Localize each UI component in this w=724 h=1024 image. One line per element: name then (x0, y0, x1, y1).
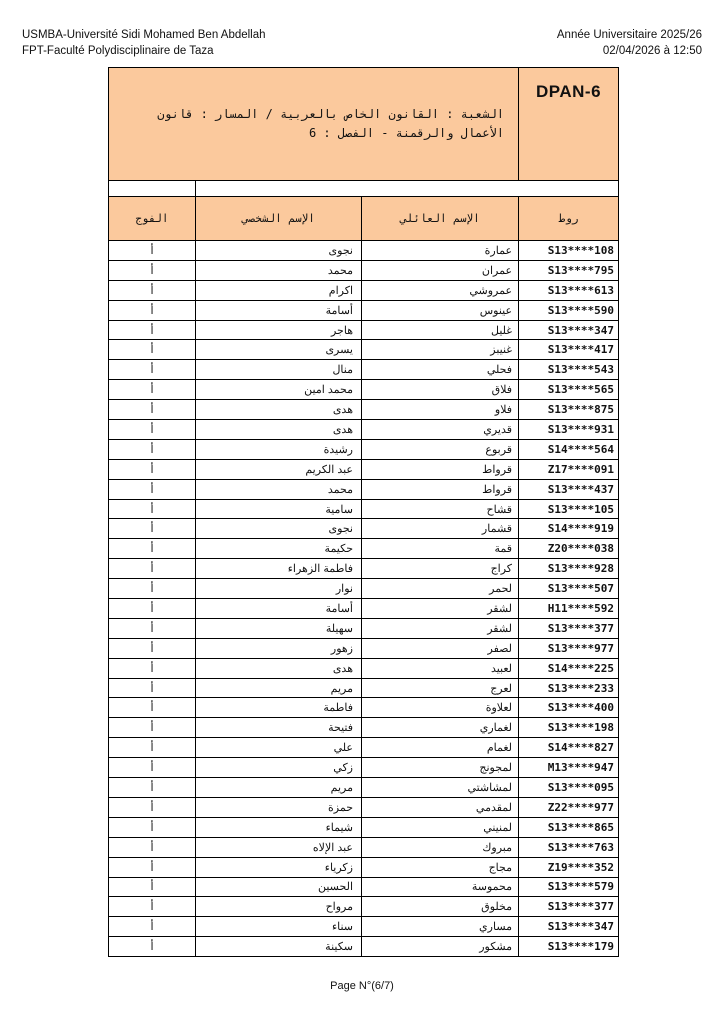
group-cell: أ (109, 499, 196, 519)
table-spacer-row (109, 181, 619, 197)
group-cell: أ (109, 599, 196, 619)
group-cell: أ (109, 797, 196, 817)
group-cell: أ (109, 817, 196, 837)
student-id-cell: Z17****091 (519, 459, 619, 479)
table-row (109, 738, 619, 758)
group-cell: أ (109, 758, 196, 778)
table-row (109, 658, 619, 678)
last-name-cell: قربوع (362, 439, 519, 459)
spacer-cell (109, 181, 196, 197)
student-id-cell: Z22****977 (519, 797, 619, 817)
first-name-cell: محمد امين (196, 380, 362, 400)
first-name-cell: منال (196, 360, 362, 380)
last-name-cell: مجاج (362, 857, 519, 877)
table-row (109, 380, 619, 400)
group-cell: أ (109, 519, 196, 539)
last-name-cell: قشاح (362, 499, 519, 519)
first-name-cell: زهور (196, 638, 362, 658)
last-name-cell: لشقر (362, 618, 519, 638)
table-row (109, 360, 619, 380)
last-name-cell: مشكور (362, 937, 519, 957)
table-row (109, 459, 619, 479)
student-id-cell: S13****347 (519, 320, 619, 340)
last-name-cell: لعرج (362, 678, 519, 698)
table-row (109, 897, 619, 917)
student-id-cell: S13****579 (519, 877, 619, 897)
first-name-cell: مرواح (196, 897, 362, 917)
group-cell: أ (109, 479, 196, 499)
table-row (109, 877, 619, 897)
first-name-cell: سهيلة (196, 618, 362, 638)
academic-year: Année Universitaire 2025/26 (556, 29, 702, 41)
program-title-line-2: الأعمال والرقمنة - الفصل : 6 (308, 126, 505, 140)
first-name-cell: نجوى (196, 241, 362, 261)
table-row (109, 638, 619, 658)
table-row (109, 817, 619, 837)
group-cell: أ (109, 340, 196, 360)
last-name-cell: فحلي (362, 360, 519, 380)
last-name-cell: لمقدمي (362, 797, 519, 817)
last-name-cell: مخلوق (362, 897, 519, 917)
table-row (109, 499, 619, 519)
table-title-row (109, 68, 619, 181)
student-id-cell: S13****437 (519, 479, 619, 499)
first-name-cell: هدى (196, 400, 362, 420)
first-name-cell: يسرى (196, 340, 362, 360)
last-name-cell: كراج (362, 559, 519, 579)
group-cell: أ (109, 897, 196, 917)
last-name-cell: لغمام (362, 738, 519, 758)
table-row (109, 698, 619, 718)
first-name-cell: سامية (196, 499, 362, 519)
last-name-cell: قشمار (362, 519, 519, 539)
student-id-cell: S14****827 (519, 738, 619, 758)
first-name-cell: علي (196, 738, 362, 758)
module-code-cell (519, 68, 619, 181)
table-row (109, 917, 619, 937)
last-name-cell: عمارة (362, 241, 519, 261)
student-id-cell: S13****108 (519, 241, 619, 261)
table-row (109, 420, 619, 440)
last-name-cell: عمران (362, 260, 519, 280)
student-list-table (108, 67, 619, 957)
student-id-cell: H11****592 (519, 599, 619, 619)
group-cell: أ (109, 857, 196, 877)
group-cell: أ (109, 837, 196, 857)
first-name-cell: نوار (196, 579, 362, 599)
student-id-cell: S13****931 (519, 420, 619, 440)
table-row (109, 857, 619, 877)
faculty-name: FPT-Faculté Polydisciplinaire de Taza (22, 45, 214, 57)
page-header-right (557, 27, 702, 59)
group-cell: أ (109, 260, 196, 280)
table-row (109, 559, 619, 579)
first-name-cell: نجوى (196, 519, 362, 539)
last-name-cell: قديري (362, 420, 519, 440)
table-row (109, 539, 619, 559)
student-id-cell: S13****198 (519, 718, 619, 738)
table-row (109, 340, 619, 360)
first-name-cell: هدى (196, 658, 362, 678)
student-id-cell: M13****947 (519, 758, 619, 778)
column-header-id: روط (519, 197, 619, 241)
table-row (109, 241, 619, 261)
print-datetime: 02/04/2026 à 12:50 (602, 45, 702, 57)
student-id-cell: S13****795 (519, 260, 619, 280)
group-cell: أ (109, 658, 196, 678)
first-name-cell: الحسين (196, 877, 362, 897)
first-name-cell: سناء (196, 917, 362, 937)
first-name-cell: مريم (196, 678, 362, 698)
group-cell: أ (109, 360, 196, 380)
last-name-cell: قرواط (362, 459, 519, 479)
group-cell: أ (109, 718, 196, 738)
table-row (109, 937, 619, 957)
last-name-cell: محموسة (362, 877, 519, 897)
group-cell: أ (109, 678, 196, 698)
student-id-cell: S14****225 (519, 658, 619, 678)
student-id-cell: S13****590 (519, 300, 619, 320)
group-cell: أ (109, 579, 196, 599)
student-id-cell: S13****865 (519, 817, 619, 837)
table-row (109, 579, 619, 599)
last-name-cell: لشقر (362, 599, 519, 619)
student-id-cell: S13****613 (519, 280, 619, 300)
first-name-cell: رشيدة (196, 439, 362, 459)
student-id-cell: S13****763 (519, 837, 619, 857)
first-name-cell: محمد (196, 479, 362, 499)
first-name-cell: زكي (196, 758, 362, 778)
table-row (109, 439, 619, 459)
group-cell: أ (109, 400, 196, 420)
last-name-cell: لغماري (362, 718, 519, 738)
first-name-cell: فاطمة الزهراء (196, 559, 362, 579)
last-name-cell: مبروك (362, 837, 519, 857)
group-cell: أ (109, 459, 196, 479)
last-name-cell: لصفر (362, 638, 519, 658)
student-id-cell: Z20****038 (519, 539, 619, 559)
first-name-cell: فتيحة (196, 718, 362, 738)
group-cell: أ (109, 638, 196, 658)
column-header-group: الفوج (109, 197, 196, 241)
last-name-cell: لمنيني (362, 817, 519, 837)
group-cell: أ (109, 320, 196, 340)
table-row (109, 758, 619, 778)
university-name: USMBA-Université Sidi Mohamed Ben Abdellah (22, 29, 266, 41)
module-code: DPAN-6 (536, 82, 602, 101)
group-cell: أ (109, 300, 196, 320)
first-name-cell: محمد (196, 260, 362, 280)
last-name-cell: لمشاشتي (362, 778, 519, 798)
table-row (109, 300, 619, 320)
program-title-line-1: الشعبة : القانون الخاص بالعربية / المسار : قانون (157, 107, 505, 121)
first-name-cell: فاطمة (196, 698, 362, 718)
table-row (109, 320, 619, 340)
last-name-cell: عمروشي (362, 280, 519, 300)
table-row (109, 400, 619, 420)
first-name-cell: عبد الكريم (196, 459, 362, 479)
group-cell: أ (109, 917, 196, 937)
group-cell: أ (109, 937, 196, 957)
first-name-cell: شيماء (196, 817, 362, 837)
table-row (109, 260, 619, 280)
table-row (109, 599, 619, 619)
group-cell: أ (109, 420, 196, 440)
last-name-cell: مساري (362, 917, 519, 937)
table-row (109, 718, 619, 738)
first-name-cell: عبد الإلاه (196, 837, 362, 857)
group-cell: أ (109, 280, 196, 300)
student-id-cell: S13****179 (519, 937, 619, 957)
group-cell: أ (109, 877, 196, 897)
student-id-cell: S14****564 (519, 439, 619, 459)
student-id-cell: S13****400 (519, 698, 619, 718)
student-id-cell: Z19****352 (519, 857, 619, 877)
group-cell: أ (109, 738, 196, 758)
group-cell: أ (109, 241, 196, 261)
group-cell: أ (109, 539, 196, 559)
group-cell: أ (109, 698, 196, 718)
page-header-left (22, 27, 266, 59)
first-name-cell: مريم (196, 778, 362, 798)
first-name-cell: سكينة (196, 937, 362, 957)
page-number: Page N°(6/7) (330, 980, 394, 992)
student-id-cell: S13****977 (519, 638, 619, 658)
last-name-cell: لعلاوة (362, 698, 519, 718)
first-name-cell: هاجر (196, 320, 362, 340)
group-cell: أ (109, 439, 196, 459)
student-id-cell: S13****928 (519, 559, 619, 579)
last-name-cell: لعبيد (362, 658, 519, 678)
table-row (109, 479, 619, 499)
group-cell: أ (109, 559, 196, 579)
first-name-cell: زكرياء (196, 857, 362, 877)
last-name-cell: لمجونج (362, 758, 519, 778)
first-name-cell: هدى (196, 420, 362, 440)
last-name-cell: فلاق (362, 380, 519, 400)
table-row (109, 519, 619, 539)
table-row (109, 778, 619, 798)
last-name-cell: فلاو (362, 400, 519, 420)
student-id-cell: S13****377 (519, 618, 619, 638)
first-name-cell: أسامة (196, 599, 362, 619)
student-id-cell: S13****233 (519, 678, 619, 698)
student-id-cell: S14****919 (519, 519, 619, 539)
table-row (109, 280, 619, 300)
first-name-cell: حكيمة (196, 539, 362, 559)
student-id-cell: S13****507 (519, 579, 619, 599)
program-title-cell (109, 68, 519, 181)
student-id-cell: S13****417 (519, 340, 619, 360)
student-id-cell: S13****377 (519, 897, 619, 917)
last-name-cell: غليل (362, 320, 519, 340)
first-name-cell: اكرام (196, 280, 362, 300)
group-cell: أ (109, 778, 196, 798)
group-cell: أ (109, 380, 196, 400)
group-cell: أ (109, 618, 196, 638)
student-id-cell: S13****347 (519, 917, 619, 937)
table-row (109, 618, 619, 638)
first-name-cell: أسامة (196, 300, 362, 320)
last-name-cell: غنيبز (362, 340, 519, 360)
table-row (109, 797, 619, 817)
spacer-cell (196, 181, 619, 197)
table-row (109, 678, 619, 698)
student-id-cell: S13****543 (519, 360, 619, 380)
student-id-cell: S13****095 (519, 778, 619, 798)
student-id-cell: S13****565 (519, 380, 619, 400)
student-id-cell: S13****875 (519, 400, 619, 420)
last-name-cell: لحمر (362, 579, 519, 599)
student-id-cell: S13****105 (519, 499, 619, 519)
column-header-row (109, 197, 619, 241)
last-name-cell: عينوس (362, 300, 519, 320)
last-name-cell: قمة (362, 539, 519, 559)
first-name-cell: حمزة (196, 797, 362, 817)
column-header-first-name: الإسم الشخصي (196, 197, 362, 241)
column-header-last-name: الإسم العائلي (362, 197, 519, 241)
table-row (109, 837, 619, 857)
last-name-cell: قرواط (362, 479, 519, 499)
